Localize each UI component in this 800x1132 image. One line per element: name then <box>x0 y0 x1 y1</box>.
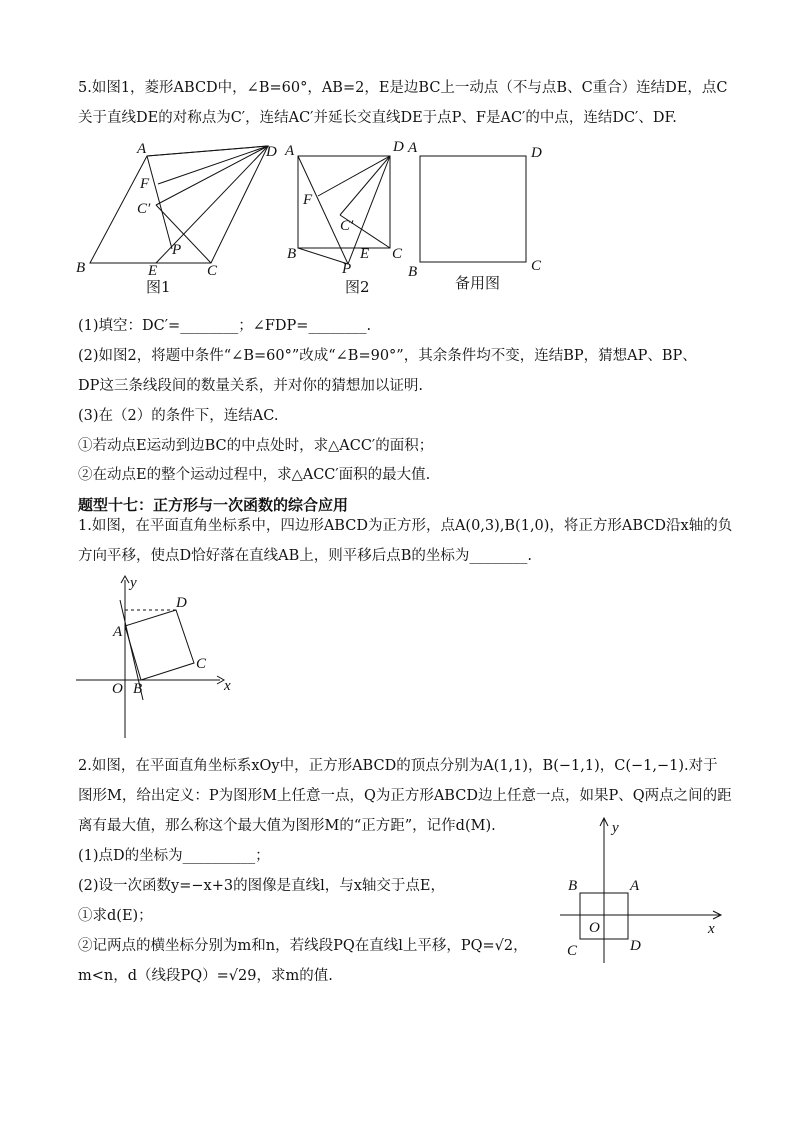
p5-question-3: (3)在（2）的条件下，连结AC. <box>78 408 279 424</box>
fig1-label-d: D <box>266 144 277 160</box>
p2-question-2: (2)设一次函数y=−x+3的图像是直线l，与x轴交于点E， <box>78 878 445 894</box>
p5-figures <box>0 130 800 300</box>
p1-label-c: C <box>196 656 207 672</box>
fig1-label-c: C <box>207 263 218 279</box>
fig2-label-cp: C′ <box>340 218 354 234</box>
fig3-label-d: D <box>531 145 542 161</box>
fig2-label-f: F <box>303 192 313 208</box>
fig1-line-df <box>158 146 268 184</box>
p5-line-2: 关于直线DE的对称点为C′，连结AC′并延长交直线DE于点P、F是AC′的中点，连结DC′、DF. <box>78 110 677 126</box>
fig3-caption: 备用图 <box>455 274 501 292</box>
p5-question-1: (1)填空：DC′=________；∠FDP=________. <box>78 318 372 334</box>
fig1-line-ap <box>147 156 172 249</box>
p2-label-c: C <box>567 943 578 959</box>
fig3-label-a: A <box>408 140 418 156</box>
fig1-label-p: P <box>172 242 182 258</box>
fig2-label-b: B <box>287 246 297 262</box>
fig2-caption: 图2 <box>345 278 370 296</box>
fig3-square <box>420 156 526 262</box>
fig2-label-d: D <box>393 139 404 155</box>
p1-line-1: 1.如图，在平面直角坐标系中，四边形ABCD为正方形，点A(0,3),B(1,0)，将正方形ABCD沿x轴的负 <box>78 518 733 534</box>
fig2-line-dc <box>340 156 390 215</box>
p1-label-o: O <box>112 681 123 697</box>
fig1-label-e: E <box>148 263 158 279</box>
fig1-label-cp: C′ <box>137 201 151 217</box>
p1-label-a: A <box>113 624 123 640</box>
fig2-line-df <box>318 156 390 196</box>
p2-line-2: 图形M，给出定义：P为图形M上任意一点，Q为正方形ABCD边上任意一点，如果P、Q两点之间的距 <box>78 788 732 804</box>
p1-label-b: B <box>133 681 143 697</box>
fig1-caption: 图1 <box>146 278 171 296</box>
fig2-label-c: C <box>392 246 403 262</box>
fig2-label-e: E <box>360 246 370 262</box>
p2-question-1: (1)点D的坐标为__________； <box>78 848 270 864</box>
fig1-label-b: B <box>76 260 86 276</box>
p2-label-o: O <box>589 920 600 936</box>
p5-question-2-line-2: DP这三条线段间的数量关系，并对你的猜想加以证明. <box>78 378 423 394</box>
p2-label-a: A <box>630 878 640 894</box>
fig1-line-dc <box>156 146 268 205</box>
fig1-label-a: A <box>137 141 147 157</box>
p1-label-d: D <box>176 595 187 611</box>
section-title: 题型十七：正方形与一次函数的综合应用 <box>78 496 349 514</box>
p2-question-2-3: m<n，d（线段PQ）=√29，求m的值. <box>78 968 333 984</box>
p5-question-3-2: ②在动点E的整个运动过程中，求△ACC′面积的最大值. <box>78 467 431 483</box>
p5-line-1: 5.如图1，菱形ABCD中，∠B=60°，AB=2，E是边BC上一动点（不与点B、C重合）连结DE，点C <box>78 80 728 96</box>
fig2-label-a: A <box>285 143 295 159</box>
p2-question-2-2: ②记两点的横坐标分别为m和n，若线段PQ在直线l上平移，PQ=√2， <box>78 938 528 954</box>
p5-question-3-1: ①若动点E运动到边BC的中点处时，求△ACC′的面积； <box>78 438 434 454</box>
fig1-label-f: F <box>140 176 150 192</box>
p2-label-y: y <box>612 820 619 836</box>
fig3-label-c: C <box>531 258 542 274</box>
p1-label-y: y <box>130 575 137 591</box>
p2-line-3: 离有最大值，那么称这个最大值为图形M的“正方距”，记作d(M). <box>78 818 496 834</box>
p2-line-1: 2.如图，在平面直角坐标系xOy中，正方形ABCD的顶点分别为A(1,1)，B(−1,1)，C(−1,−1).对于 <box>78 758 718 774</box>
p1-label-x: x <box>224 678 231 694</box>
p1-line-2: 方向平移，使点D恰好落在直线AB上，则平移后点B的坐标为________. <box>78 548 533 564</box>
fig2-label-p: P <box>342 261 352 277</box>
p2-label-d: D <box>630 938 641 954</box>
p5-question-2-line-1: (2)如图2，将题中条件“∠B=60°”改成“∠B=90°”，其余条件均不变，连结BP，猜想AP、BP、 <box>78 348 697 364</box>
fig3-label-b: B <box>408 264 418 280</box>
fig2-line-bp <box>298 248 348 264</box>
p1-square <box>125 610 194 680</box>
p2-label-x: x <box>708 921 715 937</box>
p2-label-b: B <box>568 878 578 894</box>
p2-question-2-1: ①求d(E)； <box>78 908 153 924</box>
p1-figure <box>70 570 230 740</box>
p2-figure <box>550 810 730 970</box>
